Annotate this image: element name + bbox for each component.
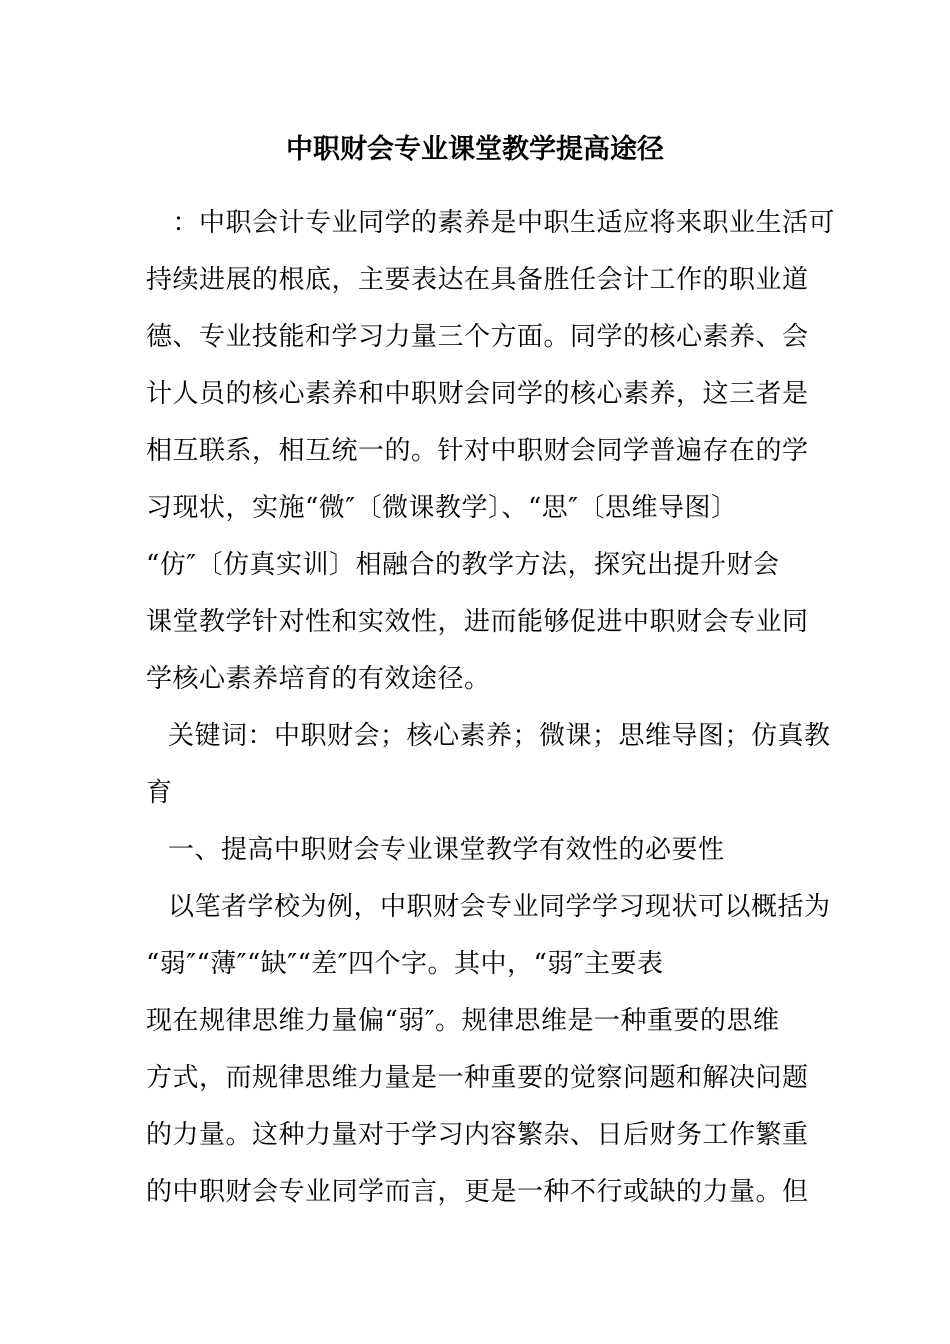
document-body xyxy=(146,195,836,1221)
section-body-line: “弱″“薄″“缺″“差″四个字。其中，“弱″主要表 xyxy=(146,949,664,979)
abstract-line: 学核心素养培育的有效途径。 xyxy=(146,664,491,694)
abstract-line: ：中职会计专业同学的素养是中职生适应将来职业生活可 xyxy=(146,208,836,238)
section-body-line: 的中职财会专业同学而言，更是一种不行或缺的力量。但 xyxy=(146,1177,809,1207)
abstract-line: 持续进展的根底，主要表达在具备胜任会计工作的职业道 xyxy=(146,265,809,295)
keywords-line: 关键词：中职财会；核心素养；微课；思维导图；仿真教 xyxy=(168,721,831,751)
abstract-line: 德、专业技能和学习力量三个方面。同学的核心素养、会 xyxy=(146,322,809,352)
section-body-line: 以笔者学校为例，中职财会专业同学学习现状可以概括为 xyxy=(168,892,831,922)
abstract-line: 课堂教学针对性和实效性，进而能够促进中职财会专业同 xyxy=(146,607,809,637)
section-heading: 一、提高中职财会专业课堂教学有效性的必要性 xyxy=(168,835,725,865)
document-title: 中职财会专业课堂教学提高途径 xyxy=(286,134,664,165)
section-body-line: 现在规律思维力量偏“弱″。规律思维是一种重要的思维 xyxy=(146,1006,780,1036)
abstract-line: 计人员的核心素养和中职财会同学的核心素养，这三者是 xyxy=(146,379,809,409)
abstract-line: 相互联系，相互统一的。针对中职财会同学普遍存在的学 xyxy=(146,436,809,466)
section-body-line: 方式，而规律思维力量是一种重要的觉察问题和解决问题 xyxy=(146,1063,809,1093)
keywords-line: 育 xyxy=(146,778,173,808)
abstract-line: “仿″〔仿真实训〕相融合的教学方法，探究出提升财会 xyxy=(146,550,780,580)
section-body-line: 的力量。这种力量对于学习内容繁杂、日后财务工作繁重 xyxy=(146,1120,809,1150)
abstract-line: 习现状，实施“微″〔微课教学〕、“思″〔思维导图〕 xyxy=(146,493,738,523)
